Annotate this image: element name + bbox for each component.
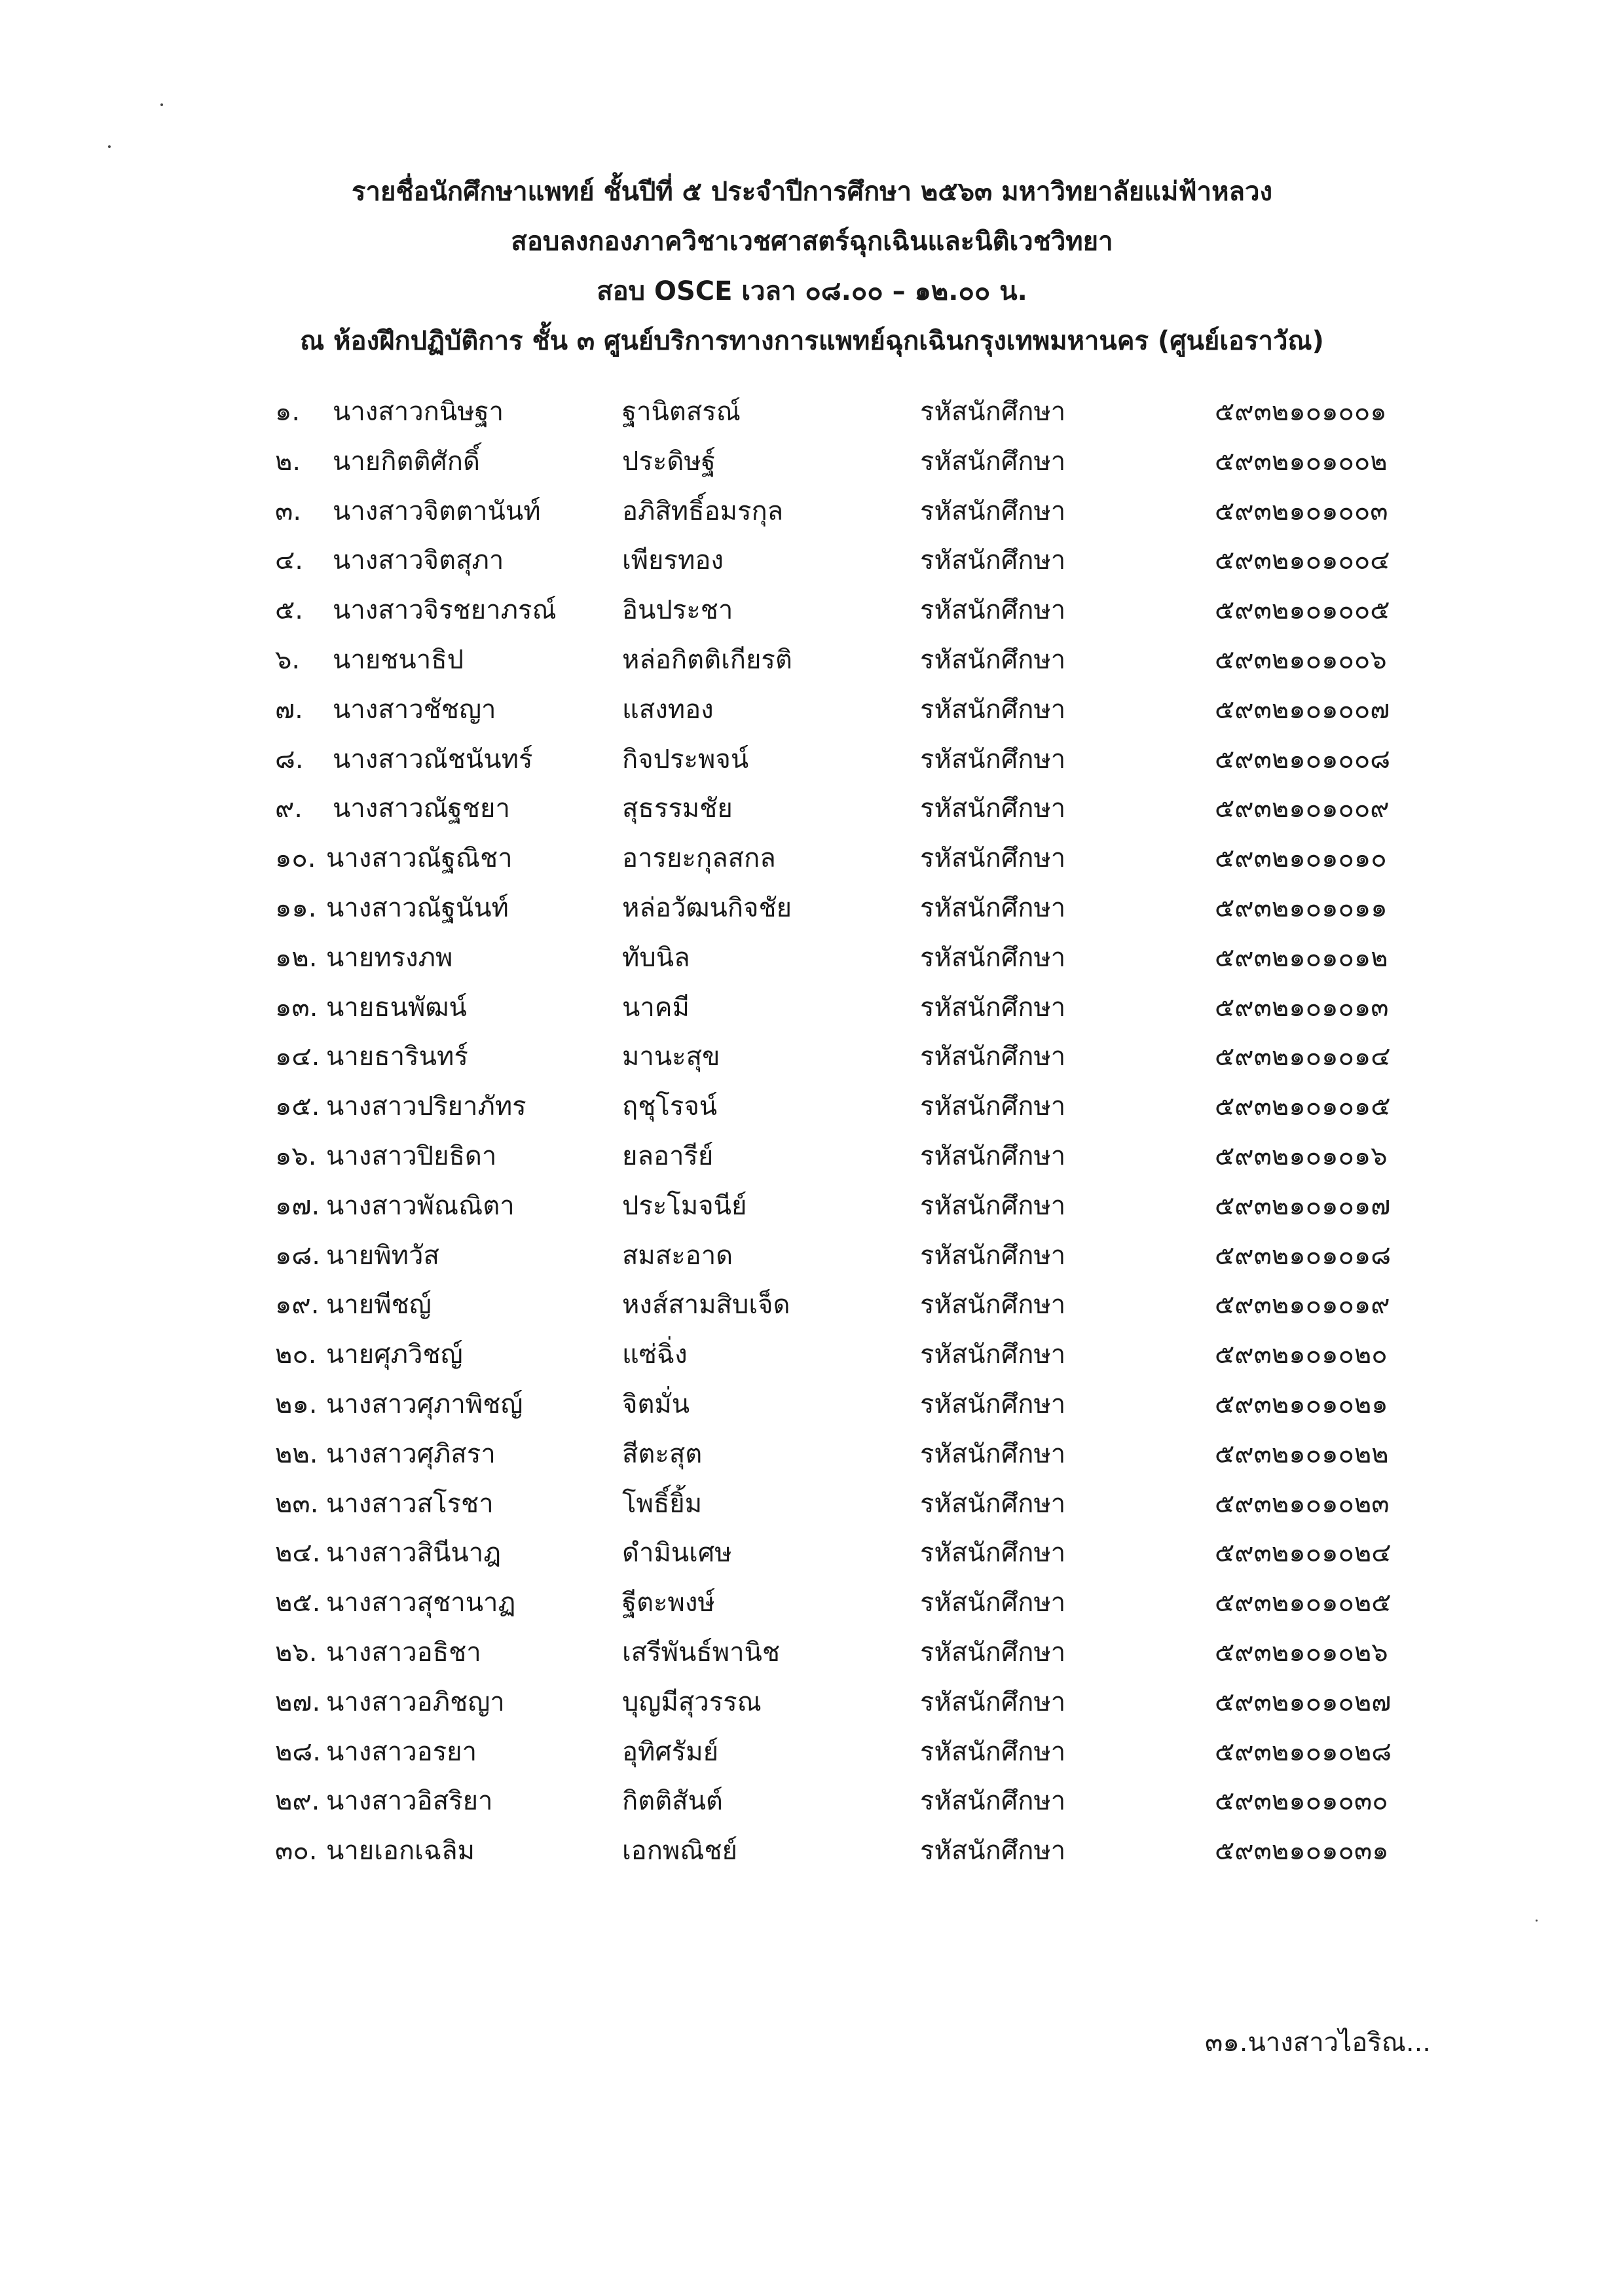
student-id-label: รหัสนักศึกษา [920, 644, 1066, 675]
student-number: ๑๖. [275, 1140, 317, 1171]
student-id: ๕๙๓๒๑๐๑๐๐๒ [1215, 446, 1388, 477]
list-item [275, 487, 1454, 537]
student-last-name: ยลอารีย์ [622, 1140, 714, 1171]
document-header [0, 167, 1624, 366]
list-item [275, 1777, 1454, 1827]
student-id: ๕๙๓๒๑๐๑๐๓๐ [1215, 1786, 1388, 1817]
student-id-label: รหัสนักศึกษา [920, 1091, 1066, 1122]
student-id: ๕๙๓๒๑๐๑๐๐๓ [1215, 496, 1388, 526]
student-first-name: นางสาวจิรชยาภรณ์ [333, 595, 557, 626]
list-item [275, 685, 1454, 735]
student-number: ๒๑. [275, 1389, 318, 1419]
scan-speck [108, 145, 111, 148]
student-last-name: หล่อวัฒนกิจชัย [622, 892, 792, 923]
student-first-name: นายพิทวัส [326, 1240, 439, 1271]
student-first-name: นายกิตติศักดิ์ [333, 446, 480, 477]
list-item [275, 388, 1454, 437]
student-id-label: รหัสนักศึกษา [920, 397, 1066, 427]
list-item [275, 636, 1454, 685]
student-last-name: สีตะสุต [622, 1438, 703, 1469]
student-number: ๖. [275, 644, 301, 675]
student-first-name: นายพีชญ์ [326, 1290, 432, 1321]
student-number: ๑. [275, 397, 301, 427]
student-number: ๓๐. [275, 1836, 318, 1867]
student-id: ๕๙๓๒๑๐๑๐๑๕ [1215, 1091, 1391, 1122]
student-id-label: รหัสนักศึกษา [920, 694, 1066, 725]
list-item [275, 735, 1454, 785]
student-id: ๕๙๓๒๑๐๑๐๒๐ [1215, 1339, 1388, 1370]
student-first-name: นางสาวศุภิสรา [326, 1438, 496, 1469]
student-id: ๕๙๓๒๑๐๑๐๒๓ [1215, 1488, 1390, 1519]
student-id-label: รหัสนักศึกษา [920, 942, 1066, 973]
student-id-label: รหัสนักศึกษา [920, 1538, 1066, 1569]
list-item [275, 1281, 1454, 1330]
student-id: ๕๙๓๒๑๐๑๐๐๕ [1215, 595, 1390, 626]
student-last-name: หล่อกิตติเกียรติ [622, 644, 792, 675]
student-last-name: เสรีพันธ์พานิช [622, 1637, 781, 1667]
student-id: ๕๙๓๒๑๐๑๐๒๑ [1215, 1389, 1388, 1419]
student-id-label: รหัสนักศึกษา [920, 1588, 1066, 1618]
student-id-label: รหัสนักศึกษา [920, 1736, 1066, 1767]
student-number: ๒๓. [275, 1488, 319, 1519]
student-last-name: บุญมีสุวรรณ [622, 1686, 762, 1717]
student-id-label: รหัสนักศึกษา [920, 1438, 1066, 1469]
student-last-name: ดำมินเศษ [622, 1538, 732, 1569]
student-first-name: นางสาวสุชานาฏ [326, 1588, 516, 1618]
scan-speck [1536, 1920, 1538, 1922]
header-department: สอบลงกองภาควิชาเวชศาสตร์ฉุกเฉินและนิติเวชวิทยา [511, 227, 1113, 257]
student-id-label: รหัสนักศึกษา [920, 1190, 1066, 1221]
student-first-name: นางสาวชัชญา [333, 694, 496, 725]
student-id-label: รหัสนักศึกษา [920, 1786, 1066, 1817]
student-id-label: รหัสนักศึกษา [920, 1042, 1066, 1072]
student-id-label: รหัสนักศึกษา [920, 843, 1066, 874]
student-last-name: กิจประพจน์ [622, 744, 749, 774]
student-number: ๑๙. [275, 1290, 320, 1321]
student-last-name: อินประชา [622, 595, 733, 626]
student-id-label: รหัสนักศึกษา [920, 1686, 1066, 1717]
student-number: ๑๓. [275, 992, 318, 1023]
student-id: ๕๙๓๒๑๐๑๐๒๗ [1215, 1686, 1392, 1717]
student-first-name: นางสาวอธิชา [326, 1637, 481, 1667]
student-id-label: รหัสนักศึกษา [920, 1290, 1066, 1321]
list-item [275, 1430, 1454, 1480]
list-item [275, 536, 1454, 586]
list-item [275, 1231, 1454, 1281]
student-last-name: ฐานิตสรณ์ [622, 397, 741, 427]
continuation-note: ๓๑.นางสาวไอริณ... [1205, 2028, 1431, 2058]
student-last-name: อารยะกุลสกล [622, 843, 776, 874]
student-id-label: รหัสนักศึกษา [920, 1488, 1066, 1519]
header-title: รายชื่อนักศึกษาแพทย์ ชั้นปีที่ ๕ ประจำปีการศึกษา ๒๕๖๓ มหาวิทยาลัยแม่ฟ้าหลวง [352, 177, 1272, 207]
student-number: ๒. [275, 446, 301, 477]
student-last-name: หงส์สามสิบเจ็ด [622, 1290, 790, 1321]
student-id: ๕๙๓๒๑๐๑๐๐๙ [1215, 793, 1390, 824]
student-id: ๕๙๓๒๑๐๑๐๑๔ [1215, 1042, 1391, 1072]
student-id: ๕๙๓๒๑๐๑๐๑๒ [1215, 942, 1388, 973]
student-first-name: นางสาวพัณณิตา [326, 1190, 515, 1221]
student-number: ๑๕. [275, 1091, 320, 1122]
student-id-label: รหัสนักศึกษา [920, 892, 1066, 923]
student-number: ๑๐. [275, 843, 316, 874]
list-item [275, 834, 1454, 884]
student-id: ๕๙๓๒๑๐๑๐๒๕ [1215, 1588, 1392, 1618]
student-id: ๕๙๓๒๑๐๑๐๑๓ [1215, 992, 1389, 1023]
student-last-name: ฤชุโรจน์ [622, 1091, 718, 1122]
student-number: ๒๖. [275, 1637, 318, 1667]
student-id-label: รหัสนักศึกษา [920, 1140, 1066, 1171]
student-first-name: นางสาวสโรชา [326, 1488, 494, 1519]
list-item [275, 586, 1454, 636]
student-number: ๔. [275, 545, 303, 576]
student-first-name: นายชนาธิป [333, 644, 464, 675]
list-item [275, 1728, 1454, 1777]
student-number: ๙. [275, 793, 303, 824]
list-item [275, 437, 1454, 487]
student-id-label: รหัสนักศึกษา [920, 1389, 1066, 1419]
student-number: ๑๔. [275, 1042, 320, 1072]
student-id: ๕๙๓๒๑๐๑๐๑๙ [1215, 1290, 1390, 1321]
student-last-name: เพียรทอง [622, 545, 724, 576]
student-id-label: รหัสนักศึกษา [920, 1836, 1066, 1867]
student-id: ๕๙๓๒๑๐๑๐๒๒ [1215, 1438, 1389, 1469]
student-first-name: นางสาวกนิษฐา [333, 397, 504, 427]
student-last-name: มานะสุข [622, 1042, 720, 1072]
student-first-name: นางสาวปริยาภัทร [326, 1091, 526, 1122]
student-number: ๘. [275, 744, 304, 774]
list-item [275, 1380, 1454, 1430]
student-id-label: รหัสนักศึกษา [920, 1339, 1066, 1370]
student-id: ๕๙๓๒๑๐๑๐๑๑ [1215, 892, 1388, 923]
student-first-name: นางสาวศุภาพิชญ์ [326, 1389, 523, 1419]
student-last-name: ประโมจนีย์ [622, 1190, 747, 1221]
student-number: ๑๑. [275, 892, 317, 923]
student-number: ๒๘. [275, 1736, 321, 1767]
list-item [275, 1082, 1454, 1132]
student-number: ๒๒. [275, 1438, 318, 1469]
list-item [275, 1032, 1454, 1082]
list-item [275, 1678, 1454, 1728]
student-first-name: นางสาวปิยธิดา [326, 1140, 497, 1171]
student-first-name: นางสาวณัฐชยา [333, 793, 510, 824]
student-last-name: ทับนิล [622, 942, 690, 973]
student-last-name: จิตมั่น [622, 1389, 690, 1419]
student-id-label: รหัสนักศึกษา [920, 446, 1066, 477]
list-item [275, 1578, 1454, 1628]
student-last-name: อภิสิทธิ์อมรกุล [622, 496, 784, 526]
student-first-name: นางสาวณัฐณิชา [326, 843, 513, 874]
student-id: ๕๙๓๒๑๐๑๐๑๗ [1215, 1190, 1391, 1221]
student-id-label: รหัสนักศึกษา [920, 744, 1066, 774]
student-first-name: นายเอกเฉลิม [326, 1836, 475, 1867]
list-item [275, 1480, 1454, 1529]
student-last-name: โพธิ์ยิ้ม [622, 1488, 703, 1519]
student-number: ๕. [275, 595, 303, 626]
student-number: ๒๔. [275, 1538, 321, 1569]
student-first-name: นางสาวสินีนาฎ [326, 1538, 502, 1569]
student-number: ๗. [275, 694, 303, 725]
student-id-label: รหัสนักศึกษา [920, 496, 1066, 526]
student-last-name: สุธรรมชัย [622, 793, 733, 824]
list-item [275, 1827, 1454, 1876]
list-item [275, 934, 1454, 983]
student-number: ๓. [275, 496, 302, 526]
student-id-label: รหัสนักศึกษา [920, 1637, 1066, 1667]
list-item [275, 1330, 1454, 1380]
header-location: ณ ห้องฝึกปฏิบัติการ ชั้น ๓ ศูนย์บริการทางการแพทย์ฉุกเฉินกรุงเทพมหานคร (ศูนย์เอราวัณ) [300, 326, 1324, 356]
student-id: ๕๙๓๒๑๐๑๐๐๑ [1215, 397, 1387, 427]
student-last-name: แซ่ฉิ่ง [622, 1339, 688, 1370]
student-first-name: นายธนพัฒน์ [326, 992, 467, 1023]
list-item [275, 884, 1454, 934]
student-id: ๕๙๓๒๑๐๑๐๒๔ [1215, 1538, 1392, 1569]
student-number: ๒๕. [275, 1588, 321, 1618]
student-id: ๕๙๓๒๑๐๑๐๐๔ [1215, 545, 1390, 576]
student-number: ๑๒. [275, 942, 318, 973]
list-item [275, 1628, 1454, 1678]
student-id: ๕๙๓๒๑๐๑๐๐๖ [1215, 644, 1387, 675]
student-first-name: นางสาวอภิชญา [326, 1686, 505, 1717]
header-exam-time: สอบ OSCE เวลา ๐๘.๐๐ – ๑๒.๐๐ น. [597, 276, 1027, 306]
student-first-name: นางสาวณัชนันทร์ [333, 744, 533, 774]
student-last-name: ประดิษฐ์ [622, 446, 716, 477]
student-number: ๑๘. [275, 1240, 320, 1271]
student-last-name: นาคมี [622, 992, 690, 1023]
student-last-name: แสงทอง [622, 694, 714, 725]
student-number: ๑๗. [275, 1190, 320, 1221]
student-first-name: นายศุภวิชญ์ [326, 1339, 463, 1370]
student-first-name: นางสาวจิตสุภา [333, 545, 504, 576]
list-item [275, 1529, 1454, 1578]
student-number: ๒๙. [275, 1786, 320, 1817]
student-id-label: รหัสนักศึกษา [920, 992, 1066, 1023]
student-first-name: นางสาวอิสริยา [326, 1786, 493, 1817]
student-last-name: สมสะอาด [622, 1240, 733, 1271]
list-item [275, 1132, 1454, 1182]
student-id: ๕๙๓๒๑๐๑๐๑๘ [1215, 1240, 1392, 1271]
student-id: ๕๙๓๒๑๐๑๐๒๘ [1215, 1736, 1392, 1767]
student-id-label: รหัสนักศึกษา [920, 595, 1066, 626]
student-id: ๕๙๓๒๑๐๑๐๐๘ [1215, 744, 1391, 774]
student-id: ๕๙๓๒๑๐๑๐๒๖ [1215, 1637, 1388, 1667]
student-list [275, 388, 1454, 1876]
student-id-label: รหัสนักศึกษา [920, 793, 1066, 824]
student-last-name: อุทิศรัมย์ [622, 1736, 719, 1767]
student-id: ๕๙๓๒๑๐๑๐๓๑ [1215, 1836, 1389, 1867]
student-last-name: เอกพณิชย์ [622, 1836, 737, 1867]
student-id-label: รหัสนักศึกษา [920, 1240, 1066, 1271]
student-first-name: นางสาวณัฐนันท์ [326, 892, 509, 923]
student-number: ๒๐. [275, 1339, 317, 1370]
scan-speck [160, 103, 163, 106]
student-first-name: นางสาวจิตตานันท์ [333, 496, 541, 526]
student-id: ๕๙๓๒๑๐๑๐๑๐ [1215, 843, 1387, 874]
list-item [275, 784, 1454, 834]
student-id-label: รหัสนักศึกษา [920, 545, 1066, 576]
student-id: ๕๙๓๒๑๐๑๐๑๖ [1215, 1140, 1388, 1171]
student-id: ๕๙๓๒๑๐๑๐๐๗ [1215, 694, 1390, 725]
student-last-name: กิตติสันต์ [622, 1786, 723, 1817]
student-first-name: นายทรงภพ [326, 942, 453, 973]
list-item [275, 983, 1454, 1033]
student-first-name: นายธารินทร์ [326, 1042, 468, 1072]
list-item [275, 1182, 1454, 1231]
student-first-name: นางสาวอรยา [326, 1736, 477, 1767]
student-number: ๒๗. [275, 1686, 321, 1717]
student-last-name: ฐีตะพงษ์ [622, 1588, 715, 1618]
